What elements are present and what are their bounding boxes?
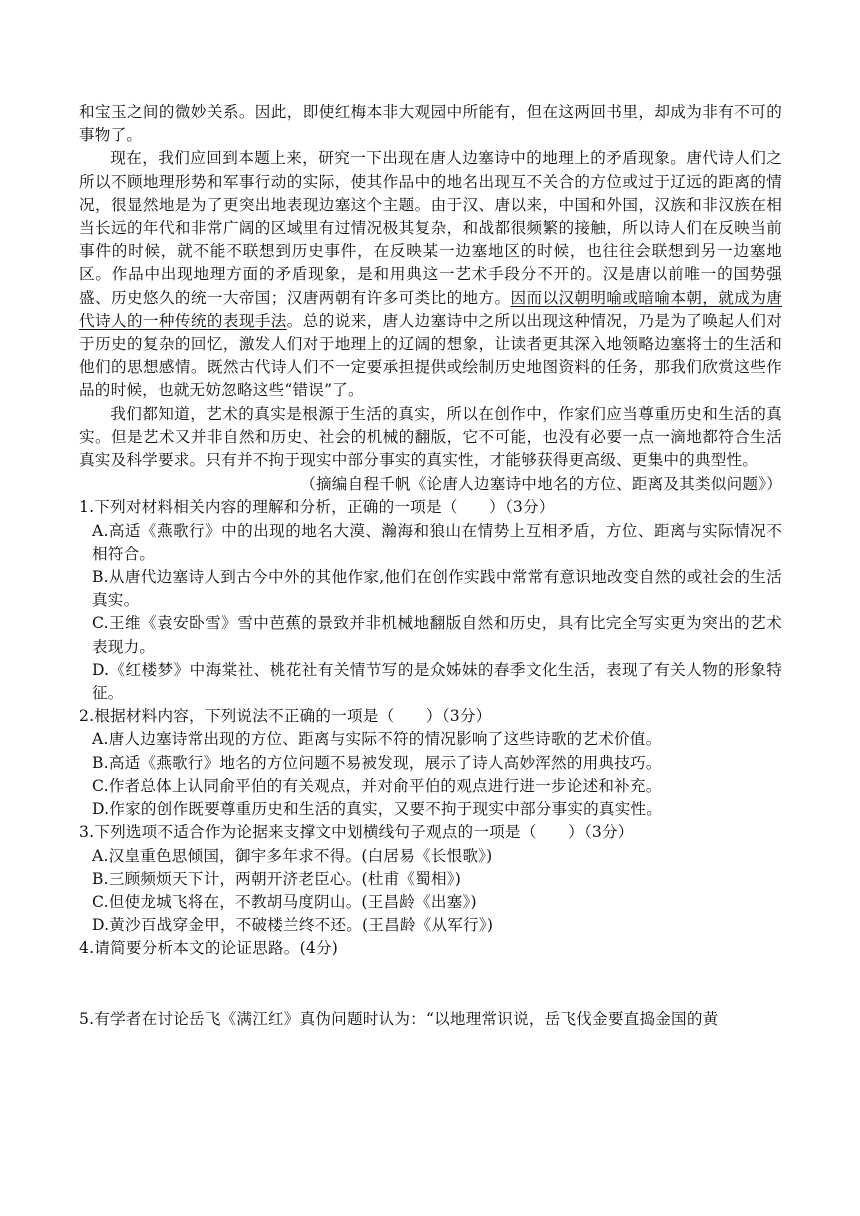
option-c: C.但使龙城飞将在，不教胡马度阴山。(王昌龄《出塞》) (92, 892, 477, 911)
option-a: A.高适《燕歌行》中的出现的地名大漠、瀚海和狼山在情势上互相矛盾，方位、距离与实际情况不相符合。 (92, 521, 782, 563)
underlined-sentence: 因而以汉朝明喻或暗喻本朝，就成为唐代诗人的一种传统的表现手法 (79, 288, 782, 330)
question-5 (79, 1008, 782, 1031)
question-stem: 4.请简要分析本文的论证思路。(4分) (79, 939, 339, 958)
question-4 (79, 937, 782, 1007)
passage-paragraph-continued: 和宝玉之间的微妙关系。因此，即使红梅本非大观园中所能有，但在这两回书里，却成为非有不可的事物了。 (79, 103, 782, 145)
question-2 (79, 705, 782, 821)
question-3 (79, 821, 782, 937)
paragraph-text: 现在，我们应回到本题上来，研究一下出现在唐人边塞诗中的地理上的矛盾现象。唐代诗人们之所以不顾地理形势和军事行动的实际，使其作品中的地名出现互不关合的方位或过于辽远的距离的情况，很显然地是为了更突出地表现边塞这个主题。由于汉、唐以来，中国和外国，汉族和非汉族在相当长远的年代和非常广阔的区域里有过情况极其复杂，和战都很频繁的接触，所以诗人们在反映当前事件的时候，就不能不联想到历史事件，在反映某一边塞地区的时候，也往往会联想到另一边塞地区。作品中出现地理方面的矛盾现象，是和用典这一艺术手段分不开的。汉是唐以前唯一的国势强盛、历史悠久的统一大帝国；汉唐两朝有许多可类比的地方。 (79, 149, 782, 307)
passage-paragraph-3: 我们都知道，艺术的真实是根源于生活的真实，所以在创作中，作家们应当尊重历史和生活的真实。但是艺术又并非自然和历史、社会的机械的翻版，它不可能，也没有必要一点一滴地都符合生活真实及科学要求。只有并不拘于现实中部分事实的真实性，才能够获得更高级、更集中的典型性。 (79, 404, 782, 470)
question-stem: 5.有学者在讨论岳飞《满江红》真伪问题时认为：“以地理常识说，岳飞伐金要直捣金国的黄 (79, 1009, 719, 1028)
question-stem: 3.下列选项不适合作为论据来支撑文中划横线句子观点的一项是（ ）（3分） (79, 823, 634, 842)
question-stem: 1.下列对材料相关内容的理解和分析，正确的一项是（ ）（3分） (79, 498, 555, 517)
option-d: D.作家的创作既要尊重历史和生活的真实，又要不拘于现实中部分事实的真实性。 (92, 800, 663, 819)
option-a: A.唐人边塞诗常出现的方位、距离与实际不符的情况影响了这些诗歌的艺术价值。 (92, 730, 662, 749)
passage-paragraph-2 (79, 147, 782, 402)
source-citation: （摘编自程千帆《论唐人边塞诗中地名的方位、距离及其类似问题》） (300, 475, 782, 494)
option-d: D.黄沙百战穿金甲，不破楼兰终不还。(王昌龄《从军行》) (92, 916, 494, 935)
option-b: B.三顾频烦天下计，两朝开济老臣心。(杜甫《蜀相》) (92, 869, 462, 888)
question-1 (79, 496, 782, 705)
document-page (79, 101, 782, 1031)
paragraph-text-continued: 。总的说来，唐人边塞诗中之所以出现这种情况，乃是为了唤起人们对于历史的复杂的回忆，激发人们对于地理上的辽阔的想象，让读者更其深入地领略边塞将士的生活和他们的思想感情。既然古代诗人们不一定要承担提供或绘制历史地图资料的任务，那我们欣赏这些作品的时候，也就无妨忽略这些“错误”了。 (79, 311, 782, 400)
option-b: B.从唐代边塞诗人到古今中外的其他作家,他们在创作实践中常常有意识地改变自然的或社会的生活真实。 (92, 568, 782, 610)
option-d: D.《红楼梦》中海棠社、桃花社有关情节写的是众姊妹的春季文化生活，表现了有关人物的形象特征。 (92, 660, 782, 703)
option-a: A.汉皇重色思倾国，御宇多年求不得。(白居易《长恨歌》) (92, 846, 493, 865)
option-b: B.高适《燕歌行》地名的方位问题不易被发现，展示了诗人高妙浑然的用典技巧。 (92, 753, 662, 772)
option-c: C.作者总体上认同俞平伯的有关观点，并对俞平伯的观点进行进一步论述和补充。 (92, 776, 662, 795)
option-c: C.王维《袁安卧雪》雪中芭蕉的景致并非机械地翻版自然和历史，具有比完全写实更为突出的艺术表现力。 (92, 614, 782, 656)
answer-space (79, 961, 782, 1008)
question-stem: 2.根据材料内容，下列说法不正确的一项是（ ）（3分） (79, 707, 492, 726)
